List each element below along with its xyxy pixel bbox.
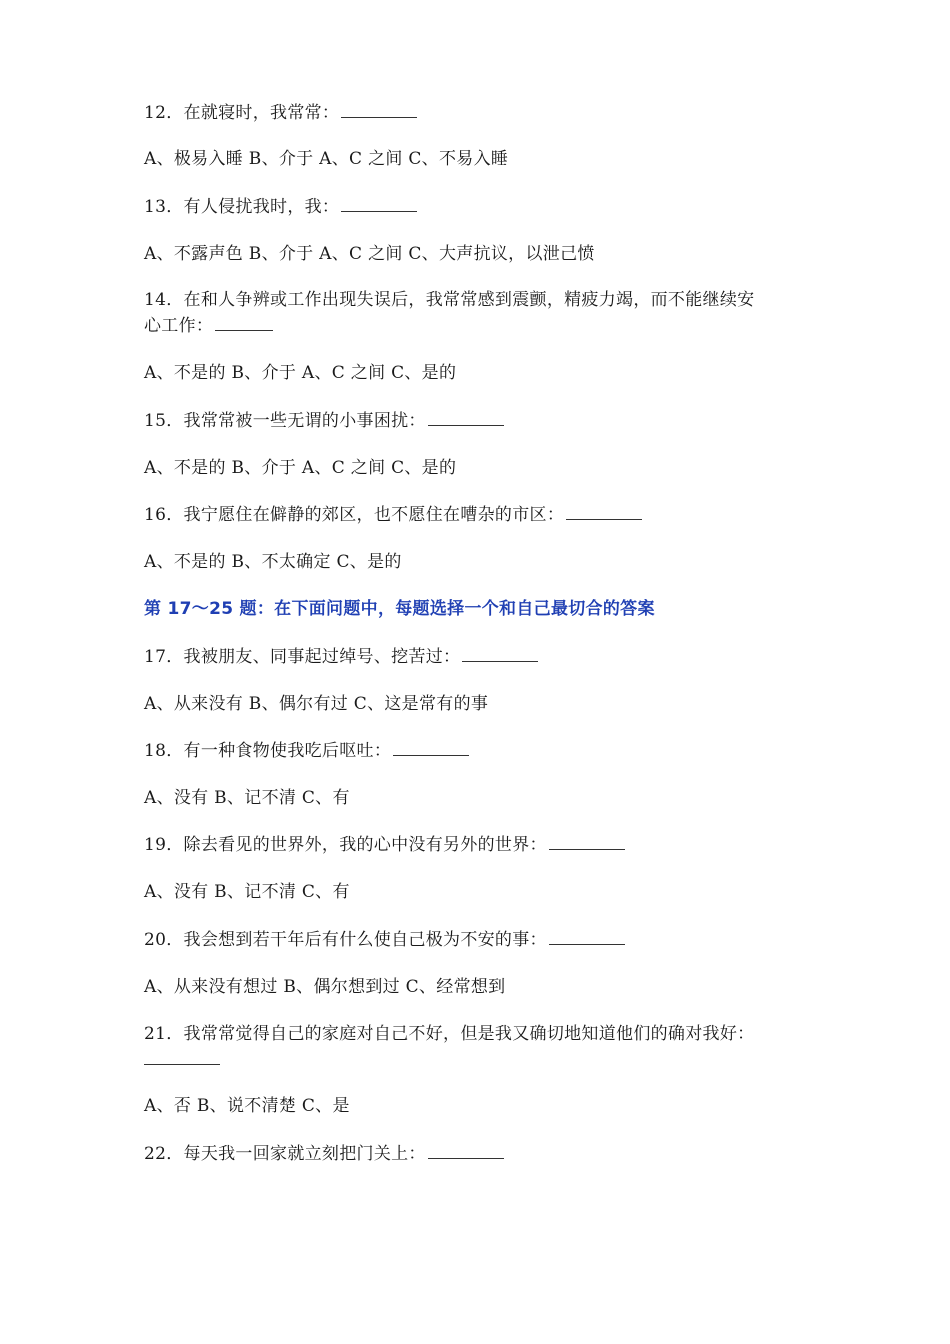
question-21-blank-line xyxy=(144,1047,220,1073)
question-18 xyxy=(144,738,469,764)
question-13 xyxy=(144,194,417,220)
question-text: 22．每天我一回家就立刻把门关上： xyxy=(144,1144,426,1164)
question-16 xyxy=(144,502,642,528)
question-text: 16．我宁愿住在僻静的郊区，也不愿住在嘈杂的市区： xyxy=(144,505,565,525)
answer-blank[interactable] xyxy=(428,1141,504,1159)
answer-blank[interactable] xyxy=(462,644,538,662)
answer-blank[interactable] xyxy=(341,194,417,212)
answer-blank[interactable] xyxy=(393,738,469,756)
answer-blank[interactable] xyxy=(144,1047,220,1065)
question-20 xyxy=(144,927,625,953)
options-18: A、没有 B、记不清 C、有 xyxy=(144,788,350,808)
question-text: 18．有一种食物使我吃后呕吐： xyxy=(144,741,392,761)
question-text: 12．在就寝时，我常常： xyxy=(144,103,340,123)
question-12 xyxy=(144,100,417,126)
options-13: A、不露声色 B、介于 A、C 之间 C、大声抗议，以泄己愤 xyxy=(144,244,595,264)
options-15: A、不是的 B、介于 A、C 之间 C、是的 xyxy=(144,458,457,478)
question-15 xyxy=(144,408,504,434)
question-text: 心工作： xyxy=(144,316,214,336)
question-text: 13．有人侵扰我时，我： xyxy=(144,197,340,217)
options-20: A、从来没有想过 B、偶尔想到过 C、经常想到 xyxy=(144,977,506,997)
question-14-line-1: 14．在和人争辨或工作出现失误后，我常常感到震颤，精疲力竭，而不能继续安 xyxy=(144,290,755,310)
question-22 xyxy=(144,1141,504,1167)
question-text: 20．我会想到若干年后有什么使自己极为不安的事： xyxy=(144,930,547,950)
question-text: 19．除去看见的世界外，我的心中没有另外的世界： xyxy=(144,835,547,855)
answer-blank[interactable] xyxy=(341,100,417,118)
answer-blank[interactable] xyxy=(549,927,625,945)
question-14-line-2 xyxy=(144,313,273,339)
options-16: A、不是的 B、不太确定 C、是的 xyxy=(144,552,402,572)
options-14: A、不是的 B、介于 A、C 之间 C、是的 xyxy=(144,363,457,383)
question-text: 15．我常常被一些无谓的小事困扰： xyxy=(144,411,426,431)
question-21: 21．我常常觉得自己的家庭对自己不好，但是我又确切地知道他们的确对我好： xyxy=(144,1024,755,1044)
question-text: 17．我被朋友、同事起过绰号、挖苦过： xyxy=(144,647,461,667)
question-19 xyxy=(144,832,625,858)
options-12: A、极易入睡 B、介于 A、C 之间 C、不易入睡 xyxy=(144,149,509,169)
options-17: A、从来没有 B、偶尔有过 C、这是常有的事 xyxy=(144,694,489,714)
answer-blank[interactable] xyxy=(549,832,625,850)
answer-blank[interactable] xyxy=(215,313,273,331)
options-21: A、否 B、说不清楚 C、是 xyxy=(144,1096,350,1116)
answer-blank[interactable] xyxy=(428,408,504,426)
section-heading: 第 17～25 题：在下面问题中，每题选择一个和自己最切合的答案 xyxy=(144,599,655,619)
question-17 xyxy=(144,644,538,670)
answer-blank[interactable] xyxy=(566,502,642,520)
options-19: A、没有 B、记不清 C、有 xyxy=(144,882,350,902)
